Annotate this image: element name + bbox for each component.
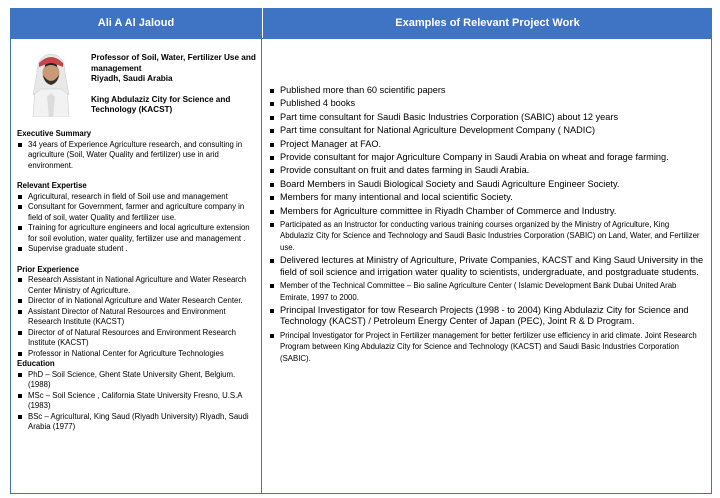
- list-item: Director of of Natural Resources and Environment Research Institute (KACST): [17, 328, 259, 349]
- list-item: BSc – Agricultural, King Saud (Riyadh University) Riyadh, Saudi Arabia (1977): [17, 412, 259, 433]
- project-item: Part time consultant for National Agriculture Development Company ( NADIC): [268, 125, 704, 136]
- project-item: Member of the Technical Committee – Bio saline Agriculture Center ( Islamic Development Bank Dubai United Arab Emirate, 1997 to 2000.: [268, 280, 704, 303]
- project-item: Board Members in Saudi Biological Society and Saudi Agriculture Engineer Society.: [268, 179, 704, 190]
- list-item: MSc – Soil Science , California State University Fresno, U.S.A (1983): [17, 391, 259, 412]
- education-heading: Education: [17, 359, 55, 368]
- portrait-photo: [25, 49, 77, 117]
- organization: King Abdulaziz City for Science and Technology (KACST): [91, 94, 231, 115]
- project-item: Published more than 60 scientific papers: [268, 85, 704, 96]
- project-item: Members for Agriculture committee in Riyadh Chamber of Commerce and Industry.: [268, 206, 704, 217]
- project-item: Provide consultant for major Agriculture Company in Saudi Arabia on wheat and forage farming.: [268, 152, 704, 163]
- project-item: Provide consultant on fruit and dates farming in Saudi Arabia.: [268, 165, 704, 176]
- list-item: Professor in National Center for Agriculture Technologies: [17, 349, 259, 360]
- location: Riyadh, Saudi Arabia: [91, 74, 173, 84]
- project-item: Part time consultant for Saudi Basic Industries Corporation (SABIC) about 12 years: [268, 112, 704, 123]
- project-item: Published 4 books: [268, 98, 704, 109]
- list-item: PhD – Soil Science, Ghent State University Ghent, Belgium. (1988): [17, 370, 259, 391]
- list-item: Director of in National Agriculture and Water Research Center.: [17, 296, 259, 307]
- projects-column: [262, 38, 712, 494]
- list-item: Research Assistant in National Agriculture and Water Research Center Ministry of Agriculture.: [17, 275, 259, 296]
- executive-list: [17, 140, 259, 172]
- project-item: Delivered lectures at Ministry of Agriculture, Private Companies, KACST and King Saud University in the field of soil science and irrigation water quality to scientists, undergraduate, and postgraduate students.: [268, 255, 704, 278]
- projects-list: [268, 85, 704, 364]
- prior-heading: Prior Experience: [17, 264, 79, 274]
- education-list: [17, 370, 259, 433]
- projects-body: [268, 85, 704, 366]
- list-item: Training for agriculture engineers and local agriculture extension for soil evolution, water quality, fertilizer use and management .: [17, 223, 259, 244]
- project-item: Members for many intentional and local scientific Society.: [268, 192, 704, 203]
- examples-header: Examples of Relevant Project Work: [262, 8, 712, 38]
- project-item: Project Manager at FAO.: [268, 139, 704, 150]
- list-item: Consultant for Government, farmer and agriculture company in field of soil, water Quality and fertilizer use.: [17, 202, 259, 223]
- expertise-list: [17, 192, 259, 255]
- left-body: [17, 129, 259, 433]
- expertise-heading: Relevant Expertise: [17, 181, 87, 190]
- profile-column: [10, 38, 262, 494]
- executive-heading: Executive Summary: [17, 129, 92, 138]
- list-item: Assistant Director of Natural Resources and Environment Research Institute (KACST): [17, 307, 259, 328]
- project-item: Principal Investigator for tow Research Projects (1998 - to 2004) King Abdulaziz City for Science and Technology (KACST) / Petroleum Energy Center of Japan (PEC), Joint R & D Program.: [268, 305, 704, 328]
- prior-list: [17, 275, 259, 359]
- name-header: Ali A Al Jaloud: [10, 8, 262, 38]
- project-item: Principal Investigator for Project in Fertilizer management for better fertilizer use efficiency in arid climate. Joint Research Program between King Abdulaziz City for Science and Technology (KACST) and Saudi Basic Industries Corporation (SABIC).: [268, 330, 704, 364]
- list-item: 34 years of Experience Agriculture research, and consulting in agriculture (Soil, Water Quality and fertilizer) use in arid environment.: [17, 140, 259, 172]
- job-title: Professor of Soil, Water, Fertilizer Use and management: [91, 53, 256, 73]
- title-block: [91, 53, 259, 116]
- list-item: Agricultural, research in field of Soil use and management: [17, 192, 259, 203]
- project-item: Participated as an Instructor for conducting various training courses organized by the Ministry of Agriculture, King Abdulaziz City for Science and Technology and Saudi Basic Industries Corporation (SABIC) on Land, Water, and Fertilizer use.: [268, 219, 704, 253]
- list-item: Supervise graduate student .: [17, 244, 259, 255]
